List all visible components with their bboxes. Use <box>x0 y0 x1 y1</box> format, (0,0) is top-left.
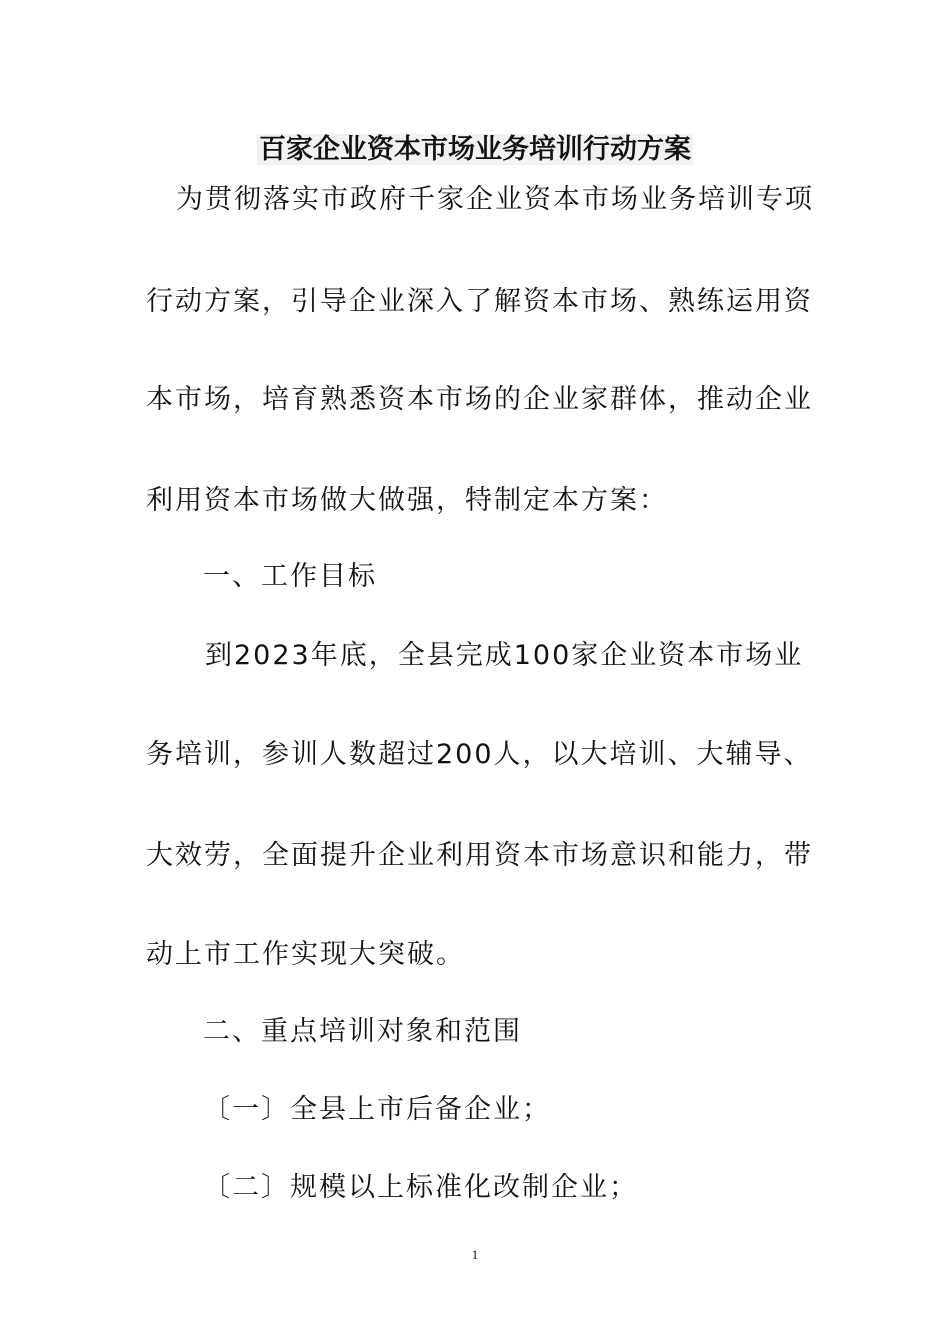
paragraph-line: 为贯彻落实市政府千家企业资本市场业务培训专项 <box>176 184 814 215</box>
paragraph-line: 大效劳，全面提升企业利用资本市场意识和能力，带 <box>146 840 813 871</box>
list-item: 〔二〕规模以上标准化改制企业； <box>203 1172 638 1203</box>
paragraph-line: 到2023年底，全县完成100家企业资本市场业 <box>205 640 804 671</box>
paragraph-line: 本市场，培育熟悉资本市场的企业家群体，推动企业 <box>146 384 813 415</box>
paragraph-line: 务培训，参训人数超过200人，以大培训、大辅导、 <box>146 739 813 770</box>
section-heading: 一、工作目标 <box>203 561 377 592</box>
page-number: 1 <box>471 1247 479 1262</box>
section-heading: 二、重点培训对象和范围 <box>203 1016 522 1047</box>
document-title <box>0 130 950 170</box>
paragraph-line: 行动方案，引导企业深入了解资本市场、熟练运用资 <box>146 286 813 317</box>
paragraph-line: 动上市工作实现大突破。 <box>146 939 465 970</box>
title-text: 百家企业资本市场业务培训行动方案 <box>259 134 691 165</box>
list-item: 〔一〕全县上市后备企业； <box>203 1094 551 1125</box>
paragraph-line: 利用资本市场做大做强，特制定本方案： <box>146 485 668 516</box>
